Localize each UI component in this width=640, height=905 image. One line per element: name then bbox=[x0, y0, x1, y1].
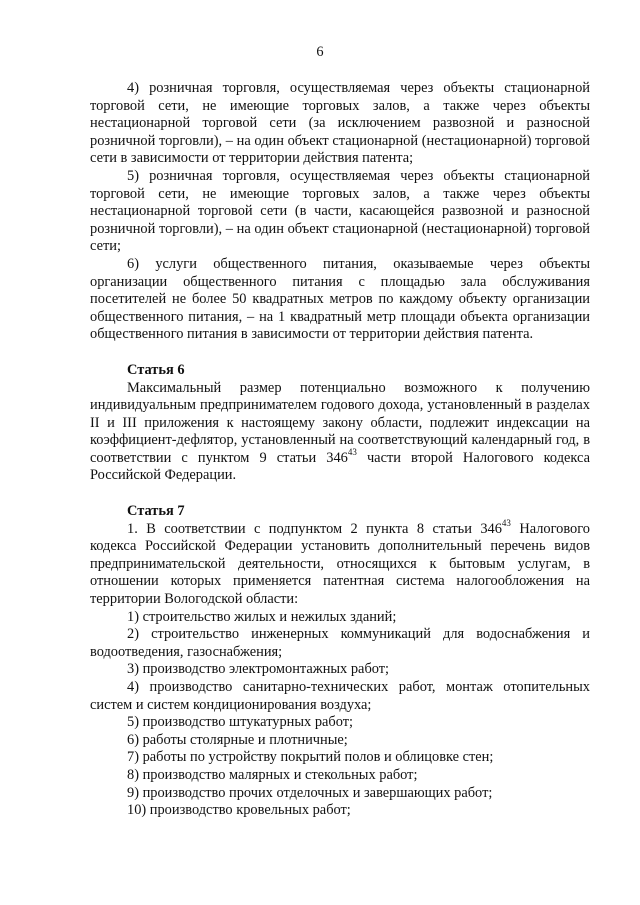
list-item: 5) производство штукатурных работ; bbox=[127, 714, 354, 731]
article-7-intro-text: 1. В соответствии с подпунктом 2 пункта 8 статьи 346 bbox=[127, 520, 502, 537]
list-item: 3) производство электромонтажных работ; bbox=[127, 661, 390, 678]
article-6-heading: Статья 6 bbox=[127, 361, 185, 378]
article-6-superscript: 43 bbox=[347, 447, 357, 458]
list-item: 2) строительство инженерных коммуникаций для водоснабжения и водоотведения, газоснабжения; bbox=[90, 626, 590, 660]
list-item: 6) работы столярные и плотничные; bbox=[127, 731, 348, 748]
article-6-text-end: части второй Налогового кодекса Российской Федерации. bbox=[90, 449, 591, 484]
list-item: 6) услуги общественного питания, оказываемые через объекты организации общественного питания с площадью зала обслуживания посетителей не более 50 квадратных метров по каждому объекту организации общественного питания, – на 1 квадратный метр площади объекта организации общественного питания в зависимости от территории действия патента. bbox=[90, 255, 590, 343]
list-item: 10) производство кровельных работ; bbox=[127, 802, 351, 819]
article-6-paragraph bbox=[90, 380, 590, 486]
list-item: 4) розничная торговля, осуществляемая через объекты стационарной торговой сети, не имеющие торговых залов, а также через объекты нестационарной торговой сети (за исключением развозной и разносной розничной торговли), – на один объект стационарной (нестационарной) торговой сети в зависимости от территории действия патента; bbox=[90, 80, 590, 167]
list-item: 1) строительство жилых и нежилых зданий; bbox=[127, 608, 397, 625]
list-item: 7) работы по устройству покрытий полов и облицовке стен; bbox=[127, 749, 494, 766]
article-7-superscript: 43 bbox=[501, 517, 511, 528]
list-item: 5) розничная торговля, осуществляемая через объекты стационарной торговой сети, не имеющие торговых залов, а также через объекты нестационарной торговой сети (в части, касающейся развозной и разносной розничной торговли), – на один объект стационарной (нестационарной) торговой сети; bbox=[90, 167, 590, 255]
page-number: 6 bbox=[316, 44, 324, 60]
article-7-intro bbox=[90, 517, 590, 609]
list-item: 9) производство прочих отделочных и завершающих работ; bbox=[127, 784, 493, 801]
page-body bbox=[90, 80, 590, 820]
list-item: 8) производство малярных и стекольных работ; bbox=[127, 766, 418, 783]
article-7-heading: Статья 7 bbox=[127, 503, 185, 520]
list-item: 4) производство санитарно-технических работ, монтаж отопительных систем и систем кондиционирования воздуха; bbox=[90, 679, 590, 713]
article-7-intro-text-end: Налогового кодекса Российской Федерации установить дополнительный перечень видов предпринимательской деятельности, относящихся к бытовым услугам, в отношении которых применяется патентная система налогообложения на территории Вологодской области: bbox=[90, 520, 590, 608]
article-6-text: Максимальный размер потенциально возможного к получению индивидуальным предпринимателем годового дохода, установленный в разделах II и III приложения к настоящему закону области, подлежит индексации на коэффициент-дефлятор, установленный на соответствующий календарный год, в соответствии с пунктом 9 статьи 346 bbox=[90, 379, 590, 466]
